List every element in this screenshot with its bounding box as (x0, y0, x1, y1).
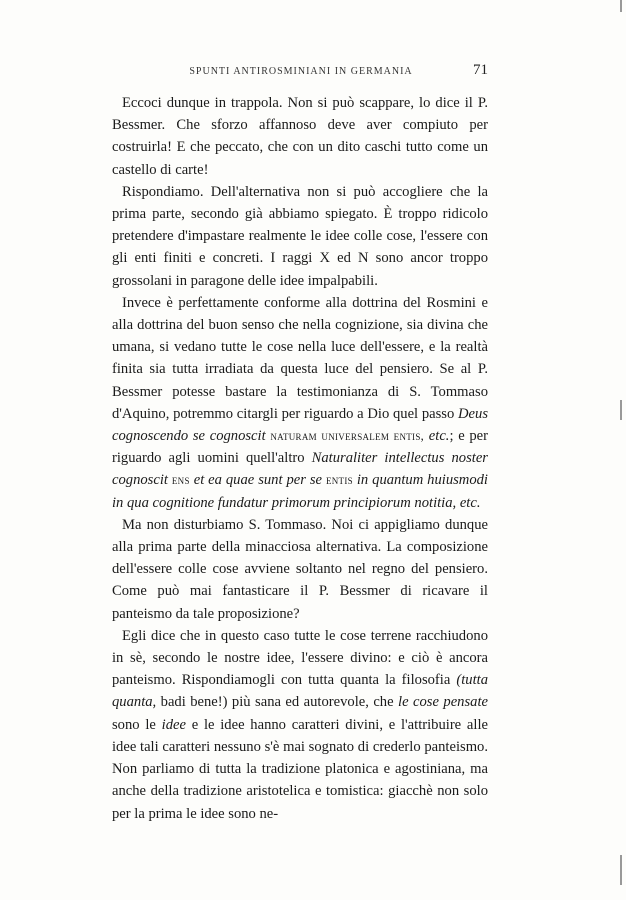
latin-quote: in quantum huiusmodi in qua cognitione fundatur primorum principiorum notitia, etc. (112, 472, 488, 511)
paragraph-2: Rispondiamo. Dell'alternativa non si può accogliere che la prima parte, secondo già abbiamo spiegato. È troppo ridicolo pretendere d'impastare realmente le idee colle cose, l'essere con gli enti finiti e concreti. I raggi X ed N sono ancor troppo grossolani in paragone delle idee impalpabili. (112, 183, 488, 289)
text-run: Egli dice che in questo caso tutte le cose terrene racchiudono in sè, secondo le nostre idee, l'essere divino: e ciò è ancora panteismo. Rispondiamogli con tutta quanta la filosofia (112, 627, 488, 689)
small-caps-run: ens (171, 473, 190, 488)
paragraph-3 (112, 292, 488, 514)
text-run: ; e per riguardo agli uomini quell'altro (112, 428, 488, 467)
paragraph-4: Ma non disturbiamo S. Tommaso. Noi ci appigliamo dunque alla prima parte della minacciosa alternativa. La composizione dell'essere colle cose avviene soltanto nel regno del pensiero. Come può mai fantasticare il P. Bessmer di ricavare il panteismo da tale proposizione? (112, 516, 488, 622)
italic-run: (tutta quanta, (112, 672, 488, 711)
page-edge-mark (620, 400, 622, 420)
latin-quote: Naturaliter intellectus noster cognoscit (112, 450, 488, 489)
page-number: 71 (473, 62, 488, 78)
text-run: sono le (112, 716, 156, 733)
paragraph-1: Eccoci dunque in trappola. Non si può scappare, lo dice il P. Bessmer. Che sforzo affannoso deve aver compiuto per costruirla! E che peccato, che con un dito caschi tutto come un castello di carte! (112, 95, 488, 178)
latin-quote: et ea quae sunt per se (193, 472, 322, 489)
page-edge-mark (620, 0, 622, 12)
italic-run: idee (161, 716, 186, 733)
page-edge-mark (620, 855, 622, 885)
body-text (112, 92, 488, 825)
running-header: SPUNTI ANTIROSMINIANI IN GERMANIA (189, 66, 413, 77)
paragraph-5 (112, 625, 488, 825)
latin-quote: etc. (428, 428, 450, 445)
latin-quote: Deus cognoscendo se cognoscit (112, 405, 488, 445)
italic-run: le cose pensate (398, 694, 488, 711)
text-run: Invece è perfettamente conforme alla dottrina del Rosmini e alla dottrina del buon senso che nella cognizione, sia divina che umana, si vedano tutte le cose nella luce dell'essere, e la realtà finita sia tutta irradiata da questa luce del pensiero. Se al P. Bessmer potesse bastare la testimonianza di S. Tommaso d'Aquino, potremmo citargli per riguardo a Dio quel passo (112, 294, 488, 422)
small-caps-run: entis (325, 473, 353, 488)
text-run: e le idee hanno caratteri divini, e l'attribuire alle idee tali caratteri nessuno s'è mai sognato di crederlo panteismo. Non parliamo di tutta la tradizione platonica e agostiniana, ma anche della tradizione aristotelica e tomistica: giacchè non solo per la prima le idee sono ne- (112, 716, 488, 822)
small-caps-run: naturam universalem entis, (270, 429, 425, 444)
text-run: badi bene!) più sana ed autorevole, che (160, 694, 394, 711)
